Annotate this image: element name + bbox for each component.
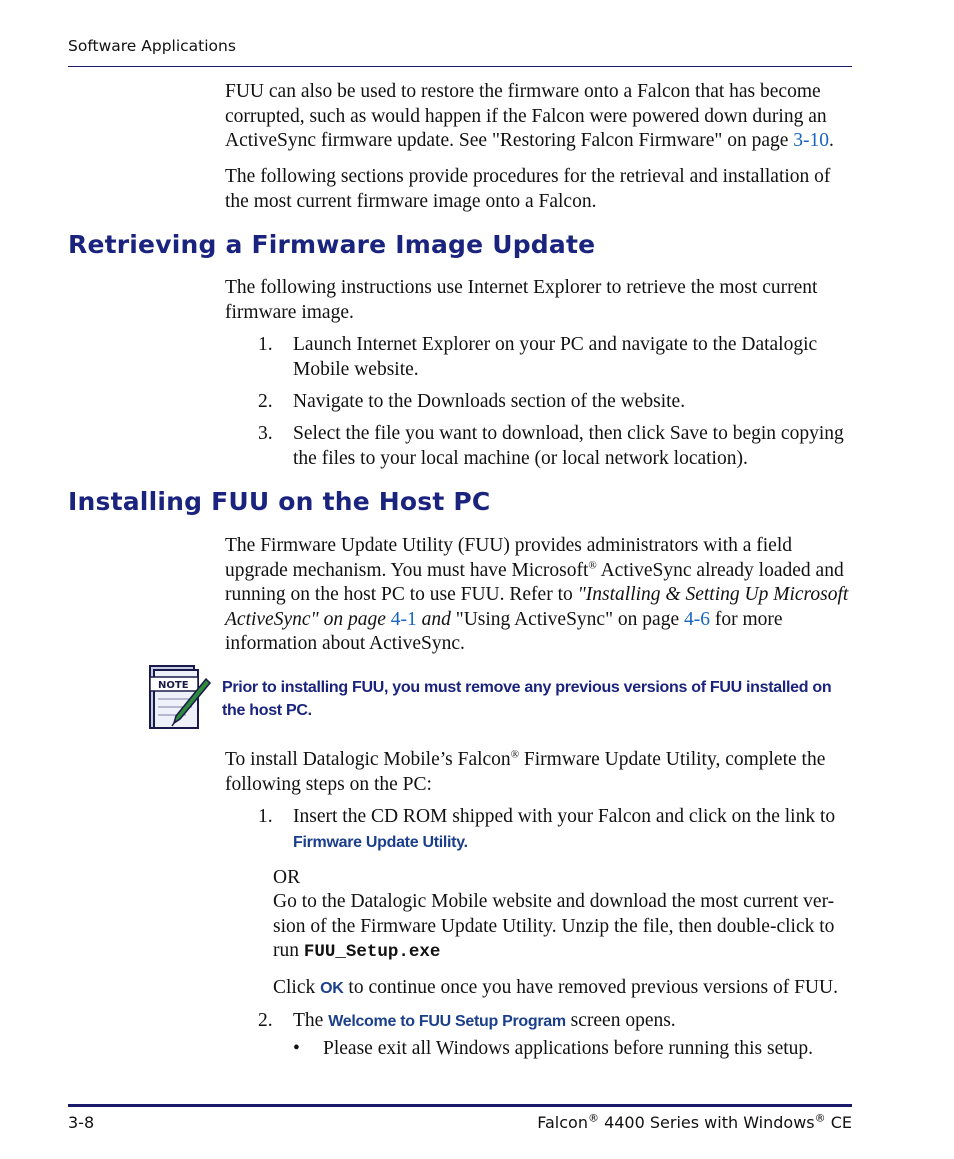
section-heading-installing: Installing FUU on the Host PC: [68, 487, 491, 516]
intro-text-end: .: [829, 130, 834, 151]
install-step-1: [293, 805, 853, 855]
alternate-instructions: [273, 890, 855, 965]
firmware-update-utility-link[interactable]: Firmware Update Utility: [293, 833, 464, 851]
registered-mark: ®: [588, 559, 597, 571]
welcome-screen-reference: Welcome to FUU Setup Program: [328, 1013, 566, 1030]
step-number: 2.: [258, 1010, 273, 1031]
step-text: Select the file you want to download, then click Save to begin copying the files to your local machine (or local network location).: [293, 423, 844, 469]
reference-and: and: [416, 608, 456, 630]
registered-mark: ®: [510, 748, 520, 761]
intro-text: FUU can also be used to restore the firmware onto a Falcon that has become corrupted, such as would happen if the Falcon were powered down during an ActiveSync firmware update. See "Restoring Falcon Firmware" on page: [225, 81, 827, 151]
intro-paragraph-2: The following sections provide procedures for the retrieval and installation of the most current firmware image onto a Falcon.: [225, 166, 831, 212]
click-text: Click: [273, 977, 321, 998]
header-rule: [68, 66, 852, 67]
note-label: NOTE: [158, 680, 189, 691]
note-icon: [146, 663, 212, 731]
registered-mark: ®: [814, 1111, 826, 1125]
page-link-4-1[interactable]: 4-1: [390, 608, 417, 630]
registered-mark: ®: [587, 1111, 599, 1125]
step-number: 1.: [258, 334, 273, 355]
reference-title: "Installing & Setting Up Microsoft ActiveSync" on page: [225, 584, 849, 630]
step-number: 3.: [258, 423, 273, 444]
install-text: To install Datalogic Mobile’s Falcon: [225, 749, 511, 770]
step-text-end: .: [463, 833, 468, 851]
footer-text: Falcon: [537, 1113, 588, 1132]
click-text: to continue once you have removed previous versions of FUU.: [343, 977, 838, 998]
install-intro: [225, 748, 853, 797]
alternate-text: Go to the Datalogic Mobile website and download the most current ver-sion of the Firmware Update Utility. Unzip the file, then double-click to run: [273, 891, 835, 961]
step-text: Navigate to the Downloads section of the website.: [293, 391, 686, 412]
footer-rule: [68, 1104, 852, 1107]
section2-lead: [225, 534, 853, 657]
ok-button-reference: OK: [320, 980, 344, 997]
running-head: Software Applications: [68, 37, 236, 55]
page-link-4-6[interactable]: 4-6: [683, 608, 710, 630]
or-label: OR: [273, 867, 301, 888]
section-heading-retrieving: Retrieving a Firmware Image Update: [68, 230, 596, 259]
reference-title: "Using ActiveSync" on page: [455, 608, 684, 630]
step-text: The: [293, 1010, 329, 1031]
click-ok-instruction: [273, 976, 855, 1002]
setup-filename: FUU_Setup.exe: [303, 942, 441, 962]
install-step-2: [293, 1009, 853, 1035]
bullet-marker: •: [293, 1038, 300, 1059]
step-text: screen opens.: [565, 1010, 676, 1031]
lead-text: for more information about ActiveSync.: [225, 608, 783, 654]
intro-paragraph-1: [225, 80, 853, 154]
bullet-text: Please exit all Windows applications before running this setup.: [323, 1038, 814, 1059]
step-text: Insert the CD ROM shipped with your Falcon and click on the link to: [293, 806, 836, 827]
note-text: Prior to installing FUU, you must remove any previous versions of FUU installed on the host PC.: [222, 679, 832, 719]
install-text: Firmware Update Utility, complete the following steps on the PC:: [225, 749, 826, 795]
section1-lead: The following instructions use Internet Explorer to retrieve the most current firmware image.: [225, 277, 818, 323]
lead-text: The Firmware Update Utility (FUU) provides administrators with a field upgrade mechanism. You must have Microsoft: [225, 535, 793, 581]
footer-text: CE: [825, 1113, 852, 1132]
step-number: 2.: [258, 391, 273, 412]
lead-text: ActiveSync already loaded and running on the host PC to use FUU. Refer to: [225, 559, 844, 605]
page-number: 3-8: [68, 1113, 95, 1132]
footer-text: 4400 Series with Windows: [598, 1113, 815, 1132]
step-text: Launch Internet Explorer on your PC and navigate to the Datalogic Mobile website.: [293, 334, 818, 380]
footer-title: [537, 1113, 852, 1132]
step-number: 1.: [258, 806, 273, 827]
page-link-3-10[interactable]: 3-10: [793, 130, 830, 151]
